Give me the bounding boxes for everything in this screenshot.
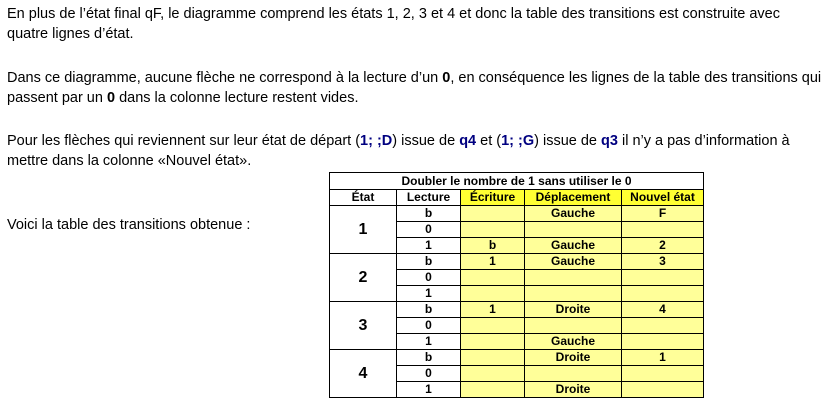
header-lecture: Lecture <box>397 190 461 206</box>
nouvel-etat-cell: 1 <box>622 350 704 366</box>
deplacement-cell: Droite <box>525 302 622 318</box>
nouvel-etat-cell: F <box>622 206 704 222</box>
deplacement-cell: Gauche <box>525 254 622 270</box>
state-label: q4 <box>459 133 477 149</box>
table-row <box>330 350 704 366</box>
paragraph-table-intro: Voici la table des transitions obtenue : <box>7 217 251 233</box>
lecture-cell: 1 <box>397 382 461 398</box>
text-span: , en conséquence les lignes de la table des transitions qui passent par un <box>7 70 822 106</box>
ecriture-cell <box>461 366 525 382</box>
lecture-cell: b <box>397 350 461 366</box>
state-cell: 1 <box>330 206 397 254</box>
state-label: q3 <box>601 133 618 149</box>
lecture-cell: 0 <box>397 270 461 286</box>
deplacement-cell: Droite <box>525 382 622 398</box>
text-span: il n’y a pas d’information à mettre dans la colonne «Nouvel état». <box>7 133 790 169</box>
paragraph-no-zero <box>7 68 822 108</box>
text-span: ) issue de <box>534 133 602 149</box>
table-row <box>330 302 704 318</box>
ecriture-cell <box>461 318 525 334</box>
lecture-cell: 0 <box>397 366 461 382</box>
nouvel-etat-cell <box>622 334 704 350</box>
header-nouvel-etat: Nouvel état <box>622 190 704 206</box>
text-span: ) issue de <box>392 133 460 149</box>
ecriture-cell <box>461 270 525 286</box>
deplacement-cell: Gauche <box>525 206 622 222</box>
text-span: Dans ce diagramme, aucune flèche ne correspond à la lecture d’un <box>7 70 443 86</box>
table-row <box>330 206 704 222</box>
header-deplacement: Déplacement <box>525 190 622 206</box>
nouvel-etat-cell <box>622 366 704 382</box>
lecture-cell: 1 <box>397 238 461 254</box>
state-cell: 4 <box>330 350 397 398</box>
nouvel-etat-cell: 2 <box>622 238 704 254</box>
transition-label: 1; ;D <box>360 133 393 149</box>
deplacement-cell <box>525 286 622 302</box>
ecriture-cell <box>461 286 525 302</box>
lecture-cell: 1 <box>397 286 461 302</box>
deplacement-cell <box>525 222 622 238</box>
ecriture-cell <box>461 222 525 238</box>
nouvel-etat-cell: 4 <box>622 302 704 318</box>
transition-label: 1; ;G <box>501 133 535 149</box>
ecriture-cell <box>461 382 525 398</box>
deplacement-cell: Droite <box>525 350 622 366</box>
lecture-cell: b <box>397 206 461 222</box>
ecriture-cell: b <box>461 238 525 254</box>
lecture-cell: 0 <box>397 222 461 238</box>
lecture-cell: b <box>397 254 461 270</box>
lecture-cell: 1 <box>397 334 461 350</box>
transition-table <box>329 172 704 398</box>
paragraph-loops <box>7 131 822 171</box>
deplacement-cell: Gauche <box>525 334 622 350</box>
deplacement-cell: Gauche <box>525 238 622 254</box>
deplacement-cell <box>525 366 622 382</box>
ecriture-cell <box>461 206 525 222</box>
paragraph-intro: En plus de l’état final qF, le diagramme comprend les états 1, 2, 3 et 4 et donc la table des transitions est construite avec quatre lignes d’état. <box>7 6 780 42</box>
nouvel-etat-cell: 3 <box>622 254 704 270</box>
ecriture-cell: 1 <box>461 254 525 270</box>
lecture-cell: 0 <box>397 318 461 334</box>
deplacement-cell <box>525 318 622 334</box>
table-title: Doubler le nombre de 1 sans utiliser le 0 <box>330 173 704 190</box>
nouvel-etat-cell <box>622 382 704 398</box>
nouvel-etat-cell <box>622 318 704 334</box>
header-etat: État <box>330 190 397 206</box>
text-span: et ( <box>476 133 502 149</box>
lecture-cell: b <box>397 302 461 318</box>
nouvel-etat-cell <box>622 222 704 238</box>
nouvel-etat-cell <box>622 270 704 286</box>
table-row <box>330 254 704 270</box>
state-cell: 3 <box>330 302 397 350</box>
header-ecriture: Écriture <box>461 190 525 206</box>
text-span: dans la colonne lecture restent vides. <box>115 90 359 106</box>
bold-zero: 0 <box>442 70 451 86</box>
nouvel-etat-cell <box>622 286 704 302</box>
ecriture-cell <box>461 334 525 350</box>
state-cell: 2 <box>330 254 397 302</box>
ecriture-cell: 1 <box>461 302 525 318</box>
ecriture-cell <box>461 350 525 366</box>
bold-zero: 0 <box>106 90 116 106</box>
text-span: Pour les flèches qui reviennent sur leur état de départ ( <box>7 133 361 149</box>
deplacement-cell <box>525 270 622 286</box>
